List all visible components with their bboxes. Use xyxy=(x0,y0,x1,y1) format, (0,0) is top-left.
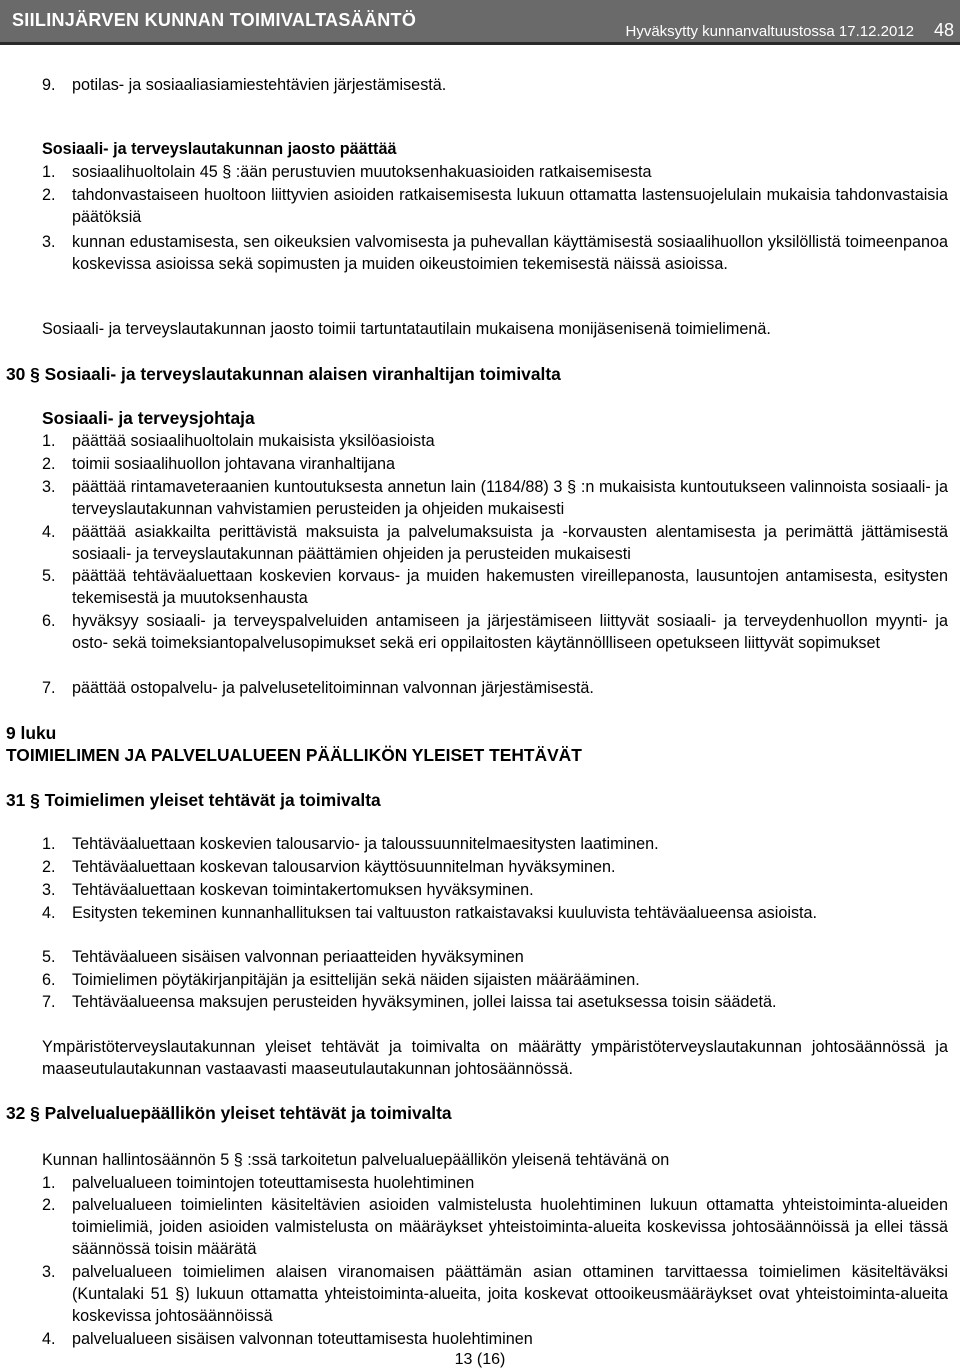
item-text: sosiaalihuoltolain 45 § :ään perustuvien muutoksenhakuasioiden ratkaisemisesta xyxy=(72,163,652,181)
item-number: 7. xyxy=(42,993,56,1011)
item-text: Toimielimen pöytäkirjanpitäjän ja esittelijän sekä näiden sijaisten määrääminen. xyxy=(72,971,640,989)
list-item xyxy=(42,1261,948,1328)
item-text: kunnan edustamisesta, sen oikeuksien valvomisesta ja puhevallan käyttämisestä sosiaalihuollon yksilöllistä toimeenpanoa koskevissa asioissa sekä sopimusten ja muiden oikeustoimien tekemisestä näissä asioissa. xyxy=(72,233,948,274)
chapter-label: 9 luku xyxy=(6,723,57,743)
item-text: hyväksyy sosiaali- ja terveyspalveluiden antamiseen ja järjestämiseen liittyvät sosiaali- ja terveydenhuollon myynti- ja osto- sekä toimeksiantopalvelusopimukset sekä eri oppilaitosten käytännöllliseen opetukseen liittyvät sopimukset xyxy=(72,612,948,653)
list-item xyxy=(42,184,948,228)
item-text: palvelualueen sisäisen valvonnan toteuttamisesta huolehtiminen xyxy=(72,1330,533,1348)
page-footer: 13 (16) xyxy=(454,1351,506,1368)
item-number: 4. xyxy=(42,904,56,922)
list-item xyxy=(42,1328,948,1350)
item-text: palvelualueen toimielinten käsiteltävien asioiden valmistelusta huolehtiminen lukuun ottamatta yhteistoiminta-alueiden toimielimiä, joiden asioiden valmistelusta on määräykset yhteistoiminta-alueita koskevissa johtosäännöissä ja ellei tässä säännössä toisin määrätä xyxy=(72,1196,948,1259)
list-item xyxy=(42,991,948,1013)
list-item xyxy=(42,161,948,183)
list-item xyxy=(42,1194,948,1261)
item-number: 1. xyxy=(42,432,56,450)
item-number: 5. xyxy=(42,567,56,585)
jaosto-note: Sosiaali- ja terveyslautakunnan jaosto toimii tartuntatautilain mukaisena monijäsenisenä toimielimenä. xyxy=(42,320,771,338)
section-30-subheading: Sosiaali- ja terveysjohtaja xyxy=(42,408,255,428)
item-text: Tehtäväaluettaan koskevien talousarvio- ja taloussuunnitelmaesitysten laatiminen. xyxy=(72,835,659,853)
item-number: 3. xyxy=(42,233,56,251)
item-text: tahdonvastaiseen huoltoon liittyvien asioiden ratkaisemisesta lukuun ottamatta lastensuojelulain mukaisia tahdonvastaisia päätöksiä xyxy=(72,186,948,227)
item-number: 3. xyxy=(42,478,56,496)
item-number: 7. xyxy=(42,679,56,697)
list-item xyxy=(42,74,948,96)
item-text: päättää tehtäväaluettaan koskevien korvaus- ja muiden hakemusten vireillepanosta, lausuntojen antamisesta, esitysten tekemisestä ja muutoksenhausta xyxy=(72,567,948,608)
item-number: 2. xyxy=(42,858,56,876)
section-31-heading: 31 § Toimielimen yleiset tehtävät ja toimivalta xyxy=(6,790,381,810)
list-item xyxy=(42,476,948,520)
list-item xyxy=(42,453,948,475)
item-text: päättää sosiaalihuoltolain mukaisista yksilöasioista xyxy=(72,432,435,450)
list-item xyxy=(42,902,900,924)
list-item xyxy=(42,879,948,901)
header-page-number: 48 xyxy=(933,20,954,40)
item-number: 2. xyxy=(42,455,56,473)
item-number: 9. xyxy=(42,76,56,94)
item-text: Esitysten tekeminen kunnanhallituksen tai valtuuston ratkaistavaksi kuuluvista tehtäväalueensa asioista. xyxy=(72,904,818,922)
item-text: palvelualueen toimielimen alaisen viranomaisen päättämän asian ottaminen tarvittaessa toimielimen käsiteltäväksi (Kuntalaki 51 §) lukuun ottamatta yhteistoiminta-alueita, joita koskevat ottooikeusmääräykset ovat yhteistoiminta-alueita koskevissa johtosäännöissä xyxy=(72,1263,948,1326)
section-32-intro: Kunnan hallintosäännön 5 § :ssä tarkoitetun palvelualuepäällikön yleisenä tehtävänä on xyxy=(42,1151,670,1169)
list-item xyxy=(42,833,948,855)
list-item xyxy=(42,856,948,878)
item-number: 5. xyxy=(42,948,56,966)
list-item xyxy=(42,677,948,699)
list-item xyxy=(42,1172,948,1194)
list-item xyxy=(42,565,948,609)
section-30-heading: 30 § Sosiaali- ja terveyslautakunnan alaisen viranhaltijan toimivalta xyxy=(6,364,561,384)
item-number: 2. xyxy=(42,1196,56,1214)
item-number: 4. xyxy=(42,1330,56,1348)
item-text: toimii sosiaalihuollon johtavana viranhaltijana xyxy=(72,455,396,473)
item-text: Tehtäväalueen sisäisen valvonnan periaatteiden hyväksyminen xyxy=(72,948,524,966)
document-title: SIILINJÄRVEN KUNNAN TOIMIVALTASÄÄNTÖ xyxy=(12,10,417,30)
section-31-note: Ympäristöterveyslautakunnan yleiset tehtävät ja toimivalta on määrätty ympäristöterveyslautakunnan johtosäännössä ja maaseutulautakunnan vastaavasti maaseutulautakunnan johtosäännössä. xyxy=(42,1038,948,1079)
list-item xyxy=(42,231,948,275)
item-text: potilas- ja sosiaaliasiamiestehtävien järjestämisestä. xyxy=(72,76,447,94)
item-text: palvelualueen toimintojen toteuttamisesta huolehtiminen xyxy=(72,1174,475,1192)
item-number: 3. xyxy=(42,1263,56,1281)
item-text: Tehtäväaluettaan koskevan talousarvion käyttösuunnitelman hyväksyminen. xyxy=(72,858,616,876)
item-text: päättää rintamaveteraanien kuntoutuksesta annetun lain (1184/88) 3 § :n mukaisista kuntoutukseen valinnoista sosiaali- ja terveyslautakunnan vahvistamien perusteiden ja ohjeiden mukaisesti xyxy=(72,478,948,519)
item-text: Tehtäväalueensa maksujen perusteiden hyväksyminen, jollei laissa tai asetuksessa toisin säädetä. xyxy=(72,993,777,1011)
item-text: päättää ostopalvelu- ja palvelusetelitoiminnan valvonnan järjestämisestä. xyxy=(72,679,594,697)
approval-note: Hyväksytty kunnanvaltuustossa 17.12.2012 xyxy=(625,23,914,40)
page-header xyxy=(0,0,960,45)
section-32-heading: 32 § Palvelualuepäällikön yleiset tehtävät ja toimivalta xyxy=(6,1103,452,1123)
list-item xyxy=(42,946,948,968)
chapter-title: TOIMIELIMEN JA PALVELUALUEEN PÄÄLLIKÖN YLEISET TEHTÄVÄT xyxy=(6,745,582,765)
item-text: Tehtäväaluettaan koskevan toimintakertomuksen hyväksyminen. xyxy=(72,881,534,899)
item-number: 6. xyxy=(42,971,56,989)
item-number: 1. xyxy=(42,835,56,853)
item-number: 1. xyxy=(42,1174,56,1192)
item-number: 4. xyxy=(42,523,56,541)
item-text: päättää asiakkailta perittävistä maksuista ja palvelumaksuista ja -korvausten alentamisesta ja perimättä jättämisestä sosiaali- ja terveyslautakunnan päättämien ohjeiden ja perusteiden mukaisesti xyxy=(72,523,948,564)
jaosto-heading: Sosiaali- ja terveyslautakunnan jaosto päättää xyxy=(42,140,397,158)
list-item xyxy=(42,430,948,452)
item-number: 1. xyxy=(42,163,56,181)
list-item xyxy=(42,521,948,565)
item-number: 2. xyxy=(42,186,56,204)
list-item xyxy=(42,610,948,654)
item-number: 6. xyxy=(42,612,56,630)
list-item xyxy=(42,969,948,991)
item-number: 3. xyxy=(42,881,56,899)
